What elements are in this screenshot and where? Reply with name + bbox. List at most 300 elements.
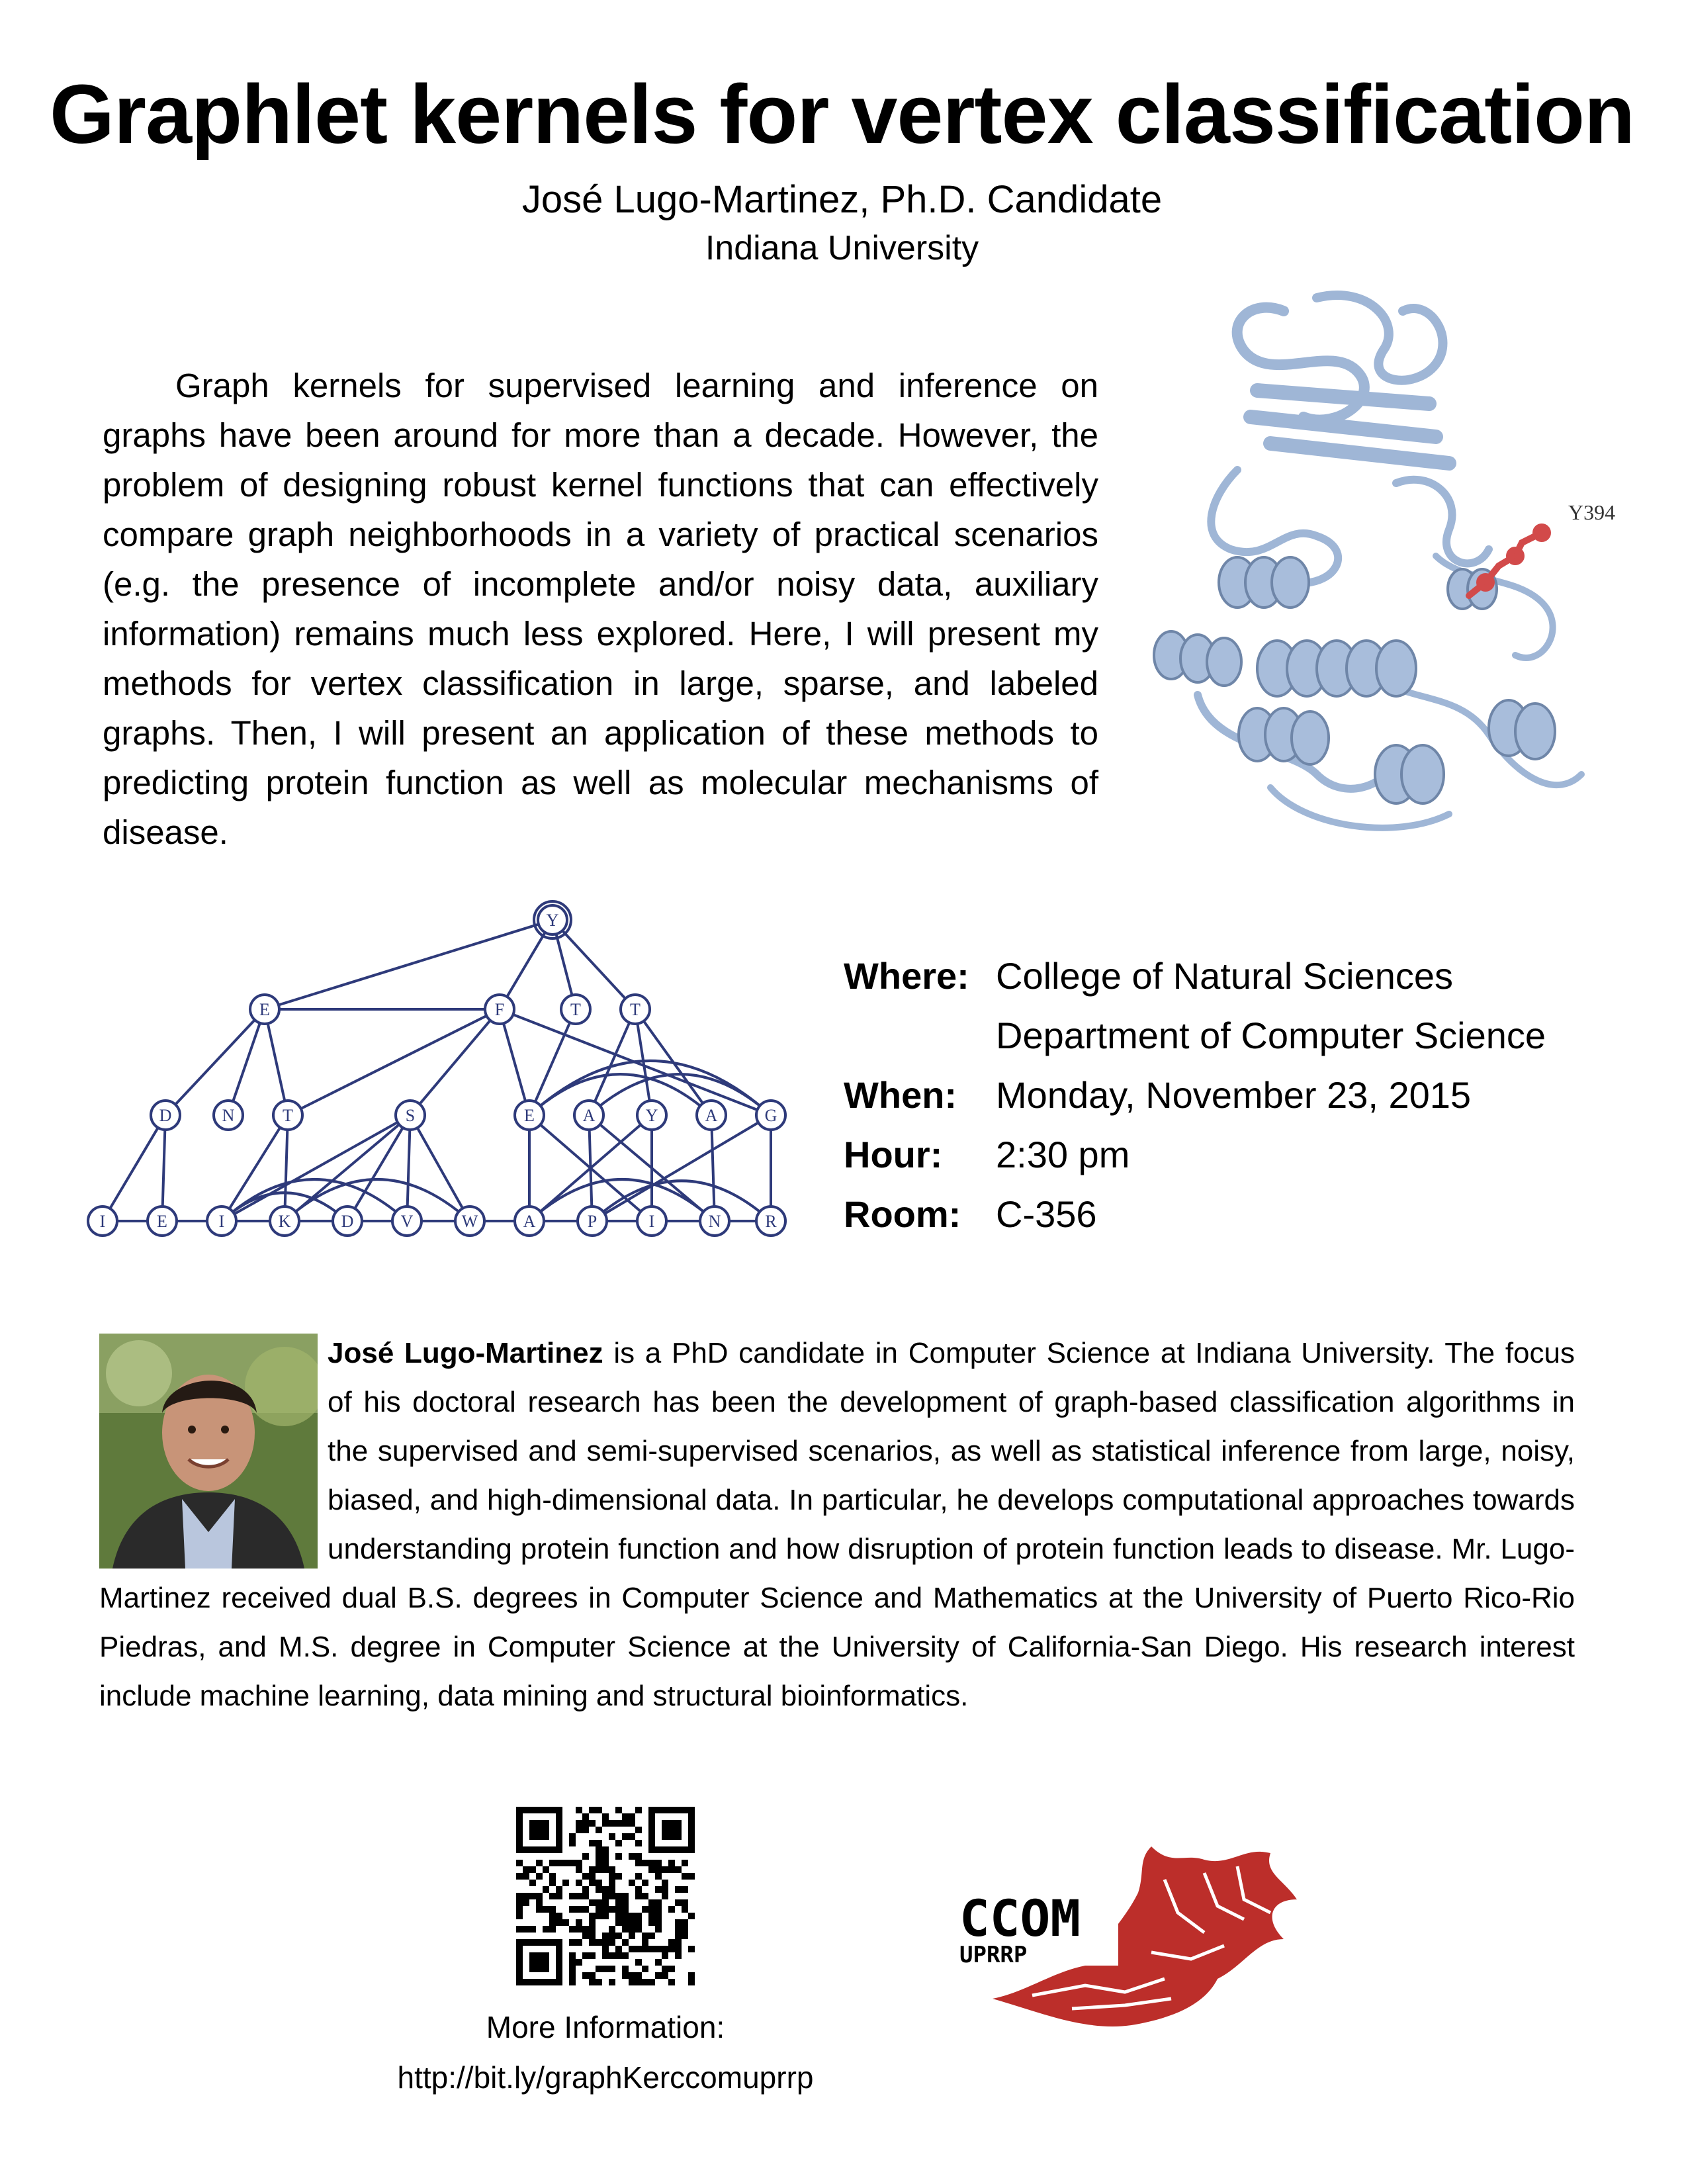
qr-module [543, 1926, 549, 1933]
graph-edge [500, 1009, 529, 1115]
where-line-1: College of Natural Sciences [996, 955, 1454, 997]
qr-module [602, 1933, 609, 1939]
qr-module [569, 1840, 576, 1846]
qr-module [648, 1913, 655, 1919]
qr-module [622, 1893, 629, 1899]
graph-arc [285, 1179, 470, 1221]
protein-helices [1154, 557, 1555, 803]
qr-module [549, 1913, 556, 1919]
qr-module [529, 1880, 536, 1886]
qr-module [529, 1893, 536, 1899]
qr-module [668, 1866, 675, 1873]
qr-module [589, 1913, 596, 1919]
qr-module [668, 1860, 675, 1866]
qr-module [549, 1860, 556, 1866]
qr-module [635, 1873, 642, 1880]
qr-module [516, 1939, 562, 1946]
graph-edge [711, 1115, 715, 1221]
graph-node [578, 1206, 607, 1236]
qr-module [582, 1972, 589, 1979]
qr-module [596, 1966, 602, 1972]
qr-module [635, 1972, 642, 1979]
graph-node [396, 1101, 425, 1130]
where-line-2: Department of Computer Science [996, 1015, 1546, 1056]
qr-module [516, 1913, 523, 1919]
qr-module [629, 1972, 635, 1979]
qr-module [562, 1860, 569, 1866]
qr-module [602, 1906, 609, 1913]
graph-edge [228, 1009, 265, 1115]
qr-module [516, 1939, 523, 1985]
qr-code[interactable] [516, 1807, 695, 1985]
qr-module [622, 1939, 629, 1946]
qr-module [622, 1833, 629, 1840]
qr-module [682, 1886, 688, 1893]
qr-module [529, 1820, 549, 1840]
qr-module [675, 1946, 682, 1952]
graph-node-label: W [461, 1212, 478, 1231]
when-label: When: [844, 1074, 957, 1116]
qr-module [516, 1979, 562, 1985]
qr-module [662, 1820, 682, 1840]
qr-module [675, 1933, 682, 1939]
graph-edge [407, 1115, 410, 1221]
qr-module [648, 1846, 695, 1853]
qr-module [602, 1899, 609, 1906]
qr-module [642, 1939, 648, 1946]
qr-module [556, 1886, 562, 1893]
qr-module [642, 1946, 648, 1952]
qr-module [615, 1946, 622, 1952]
qr-module [516, 1860, 523, 1866]
graph-node-label: N [222, 1106, 235, 1125]
qr-module [536, 1873, 543, 1880]
speaker-bio [99, 1329, 1575, 1721]
qr-module [589, 1873, 596, 1880]
graph-node-label: T [283, 1106, 293, 1125]
qr-module [582, 1886, 589, 1893]
hour-value: 2:30 pm [996, 1134, 1130, 1175]
qr-module [556, 1913, 562, 1919]
qr-module [635, 1840, 642, 1846]
qr-module [629, 1979, 635, 1985]
graph-edges [103, 920, 771, 1221]
graph-node [515, 1101, 544, 1130]
graph-node [561, 995, 590, 1024]
graph-node [756, 1101, 785, 1130]
qr-module [688, 1972, 695, 1979]
qr-module [675, 1886, 682, 1893]
qr-module [602, 1860, 609, 1866]
graph-node-label: R [765, 1212, 777, 1231]
qr-module [582, 1893, 589, 1899]
qr-module [536, 1893, 543, 1899]
qr-module [596, 1853, 602, 1860]
graph-node-label: Y [546, 911, 559, 930]
qr-module [569, 1972, 576, 1979]
qr-module [516, 1893, 523, 1899]
qr-module [609, 1833, 615, 1840]
qr-module [688, 1807, 695, 1853]
graph-node [534, 901, 571, 938]
qr-module [589, 1880, 596, 1886]
qr-module [682, 1899, 688, 1906]
qr-module [668, 1939, 675, 1946]
qr-module [602, 1853, 609, 1860]
graph-edge [265, 920, 553, 1009]
graph-edge [592, 1115, 771, 1221]
qr-module [642, 1860, 648, 1866]
qr-module [596, 1939, 602, 1946]
room-value: C-356 [996, 1193, 1097, 1235]
qr-module [648, 1807, 695, 1813]
qr-module [655, 1899, 662, 1906]
qr-module [602, 1893, 609, 1899]
graph-node-label: T [630, 1000, 641, 1019]
qr-module [576, 1959, 582, 1966]
qr-module [675, 1952, 682, 1959]
qr-module [662, 1946, 668, 1952]
speaker-photo [99, 1334, 318, 1569]
graph-edge [222, 1115, 288, 1221]
qr-module [648, 1807, 655, 1853]
qr-module [576, 1893, 582, 1899]
qr-module [655, 1866, 662, 1873]
qr-module [602, 1966, 609, 1972]
qr-module [589, 1939, 596, 1946]
qr-module [635, 1807, 642, 1813]
qr-module [576, 1926, 582, 1933]
qr-module [662, 1886, 668, 1893]
qr-module [589, 1952, 596, 1959]
qr-module [615, 1919, 622, 1926]
graph-node-label: N [708, 1212, 721, 1231]
where-label: Where: [844, 955, 969, 997]
graph-node [392, 1206, 421, 1236]
logo-text-uprrp: UPRRP [959, 1942, 1028, 1968]
qr-module [635, 1946, 642, 1952]
qr-module [516, 1807, 523, 1853]
qr-module [523, 1873, 529, 1880]
graph-node-label: A [582, 1106, 596, 1125]
qr-module [635, 1919, 642, 1926]
graph-node [250, 995, 279, 1024]
qr-module [655, 1919, 662, 1926]
qr-module [615, 1820, 622, 1827]
qr-module [682, 1926, 688, 1933]
qr-module [622, 1820, 629, 1827]
qr-module [569, 1959, 576, 1966]
qr-module [682, 1906, 688, 1913]
event-details [844, 946, 1638, 1244]
graph-edge [529, 1009, 576, 1115]
qr-module [655, 1946, 662, 1952]
graph-node [148, 1206, 177, 1236]
qr-module [609, 1866, 615, 1873]
hour-row [844, 1125, 1638, 1185]
graph-node-label: K [278, 1212, 291, 1231]
graph-node [485, 995, 514, 1024]
graph-edge [165, 1009, 265, 1115]
qr-module [655, 1886, 662, 1893]
graph-node-label: E [259, 1000, 270, 1019]
qr-module [576, 1820, 582, 1827]
qr-module [596, 1979, 602, 1985]
qr-module [615, 1913, 622, 1919]
qr-module [622, 1972, 629, 1979]
qr-module [688, 1913, 695, 1919]
qr-module [596, 1899, 602, 1906]
graph-node-label: I [648, 1212, 655, 1231]
qr-module [662, 1893, 668, 1899]
graph-node [637, 1206, 666, 1236]
qr-module [609, 1933, 615, 1939]
residue-label: Y394 [1568, 500, 1616, 524]
qr-module [635, 1853, 642, 1860]
qr-module [529, 1926, 536, 1933]
qr-module [596, 1906, 602, 1913]
qr-module [556, 1893, 562, 1899]
qr-module [556, 1939, 562, 1985]
qr-module [609, 1952, 615, 1959]
graph-node [756, 1206, 785, 1236]
graph-node [697, 1101, 726, 1130]
qr-module [589, 1926, 596, 1933]
graph-edge [347, 1115, 410, 1221]
qr-module [529, 1866, 536, 1873]
graph-node-label: E [157, 1212, 167, 1231]
qr-module [569, 1860, 576, 1866]
qr-module [582, 1926, 589, 1933]
qr-module [543, 1906, 549, 1913]
ccom-uprrp-logo [953, 1840, 1310, 2038]
qr-module [629, 1880, 635, 1886]
qr-module [589, 1979, 596, 1985]
qr-module [549, 1873, 556, 1880]
qr-module [523, 1866, 529, 1873]
qr-module [655, 1860, 662, 1866]
qr-module [589, 1919, 596, 1926]
qr-module [596, 1880, 602, 1886]
qr-module [655, 1959, 662, 1966]
graph-node [455, 1206, 484, 1236]
qr-module [569, 1926, 576, 1933]
qr-module [622, 1952, 629, 1959]
qr-module [648, 1933, 655, 1939]
qr-module [668, 1906, 675, 1913]
qr-module [609, 1979, 615, 1985]
hour-label: Hour: [844, 1134, 943, 1175]
qr-module [688, 1979, 695, 1985]
qr-module [582, 1873, 589, 1880]
graph-node [621, 995, 650, 1024]
qr-module [635, 1827, 642, 1833]
graph-edge [410, 1115, 470, 1221]
qr-module [668, 1979, 675, 1985]
qr-module [589, 1807, 596, 1813]
qr-module [648, 1906, 655, 1913]
qr-module [609, 1873, 615, 1880]
qr-module [662, 1966, 668, 1972]
qr-module [622, 1813, 629, 1820]
qr-module [609, 1880, 615, 1886]
qr-module [642, 1893, 648, 1899]
qr-module [615, 1899, 622, 1906]
qr-module [576, 1827, 582, 1833]
graph-node-label: E [524, 1106, 535, 1125]
more-info-url[interactable]: http://bit.ly/graphKerccomuprrp [397, 2060, 814, 2095]
qr-module [569, 1966, 576, 1972]
graph-node-label: P [587, 1212, 598, 1231]
qr-module [523, 1926, 529, 1933]
qr-module [655, 1972, 662, 1979]
graph-node-label: D [159, 1106, 172, 1125]
qr-module [688, 1873, 695, 1880]
qr-module [589, 1866, 596, 1873]
graph-edge [162, 1115, 165, 1221]
qr-module [582, 1933, 589, 1939]
qr-module [635, 1926, 642, 1933]
qr-module [609, 1966, 615, 1972]
qr-module [668, 1966, 675, 1972]
qr-module [596, 1807, 602, 1813]
graph-node-label: F [494, 1000, 505, 1019]
qr-module [596, 1846, 602, 1853]
qr-module [576, 1807, 582, 1813]
qr-module [602, 1946, 609, 1952]
qr-module [615, 1807, 622, 1813]
when-value: Monday, November 23, 2015 [996, 1074, 1472, 1116]
qr-module [635, 1913, 642, 1919]
qr-module [609, 1886, 615, 1893]
graph-node [637, 1101, 666, 1130]
qr-module [516, 1926, 523, 1933]
qr-module [529, 1952, 549, 1972]
qr-module [675, 1926, 682, 1933]
qr-module [648, 1899, 655, 1906]
qr-module [648, 1946, 655, 1952]
qr-module [668, 1946, 675, 1952]
qr-module [629, 1820, 635, 1827]
poster-title: Graphlet kernels for vertex classification [49, 68, 1634, 161]
abstract-paragraph: Graph kernels for supervised learning and inference on graphs have been around for more than a decade. However, the problem of designing robust kernel functions that can effectively compare graph neighborhoods in a variety of practical scenarios (e.g. the presence of incomplete and/or noisy data, auxiliary information) remains much less explored. Here, I will present my methods for vertex classification in large, sparse, and labeled graphs. Then, I will present an application of these methods to predicting protein function as well as molecular mechanisms of disease. [103, 367, 1098, 851]
qr-module [622, 1926, 629, 1933]
qr-module [635, 1959, 642, 1966]
qr-module [635, 1860, 642, 1866]
graph-node [151, 1101, 180, 1130]
qr-module [615, 1952, 622, 1959]
qr-module [582, 1813, 589, 1820]
qr-module [576, 1906, 582, 1913]
qr-module [582, 1906, 589, 1913]
graph-node-label: A [705, 1106, 718, 1125]
qr-module [655, 1873, 662, 1880]
qr-module [602, 1913, 609, 1919]
graph-edge [285, 1115, 288, 1221]
qr-module [629, 1933, 635, 1939]
qr-module [536, 1899, 543, 1906]
qr-module [662, 1952, 668, 1959]
qr-module [642, 1906, 648, 1913]
qr-module [596, 1913, 602, 1919]
more-info [371, 2002, 840, 2103]
qr-module [675, 1866, 682, 1873]
graph-node [214, 1101, 243, 1130]
qr-module [629, 1813, 635, 1820]
qr-module [622, 1899, 629, 1906]
qr-module [516, 1846, 562, 1853]
graph-node-label: Y [645, 1106, 658, 1125]
qr-module [648, 1860, 655, 1866]
qr-module [682, 1933, 688, 1939]
graph-node-label: I [99, 1212, 106, 1231]
graph-edge [265, 1009, 288, 1115]
qr-module [589, 1933, 596, 1939]
qr-module [549, 1926, 556, 1933]
graph-edge [222, 1115, 410, 1221]
qr-module [589, 1899, 596, 1906]
qr-module [662, 1866, 668, 1873]
qr-module [622, 1966, 629, 1972]
graph-node [333, 1206, 362, 1236]
qr-module [615, 1853, 622, 1860]
graph-arc [592, 1181, 771, 1221]
qr-module [602, 1846, 609, 1853]
qr-module [556, 1860, 562, 1866]
graph-node [88, 1206, 117, 1236]
qr-module [543, 1866, 549, 1873]
qr-module [622, 1919, 629, 1926]
qr-module [609, 1893, 615, 1899]
qr-module [655, 1906, 662, 1913]
qr-module [596, 1840, 602, 1846]
qr-module [556, 1807, 562, 1853]
qr-module [688, 1946, 695, 1952]
where-row [844, 946, 1638, 1066]
qr-module [569, 1952, 576, 1959]
qr-module [562, 1919, 569, 1926]
qr-module [549, 1906, 556, 1913]
qr-module [516, 1873, 523, 1880]
qr-module [615, 1893, 622, 1899]
qr-module [576, 1880, 582, 1886]
graph-node [574, 1101, 603, 1130]
graph-nodes [88, 901, 785, 1236]
qr-module [569, 1833, 576, 1840]
qr-module [635, 1979, 642, 1985]
qr-module [516, 1906, 523, 1913]
qr-module [589, 1840, 596, 1846]
qr-module [556, 1919, 562, 1926]
qr-module [642, 1979, 648, 1985]
qr-module [569, 1939, 576, 1946]
qr-module [629, 1853, 635, 1860]
qr-module [576, 1860, 582, 1866]
qr-module [642, 1933, 648, 1939]
qr-module [629, 1919, 635, 1926]
graph-node-label: D [341, 1212, 354, 1231]
qr-module [648, 1919, 655, 1926]
qr-module [602, 1952, 609, 1959]
qr-module [609, 1939, 615, 1946]
qr-module [629, 1833, 635, 1840]
when-row [844, 1066, 1638, 1125]
qr-module [582, 1952, 589, 1959]
qr-module [596, 1827, 602, 1833]
qr-module [602, 1886, 609, 1893]
qr-module [523, 1893, 529, 1899]
qr-module [675, 1939, 682, 1946]
